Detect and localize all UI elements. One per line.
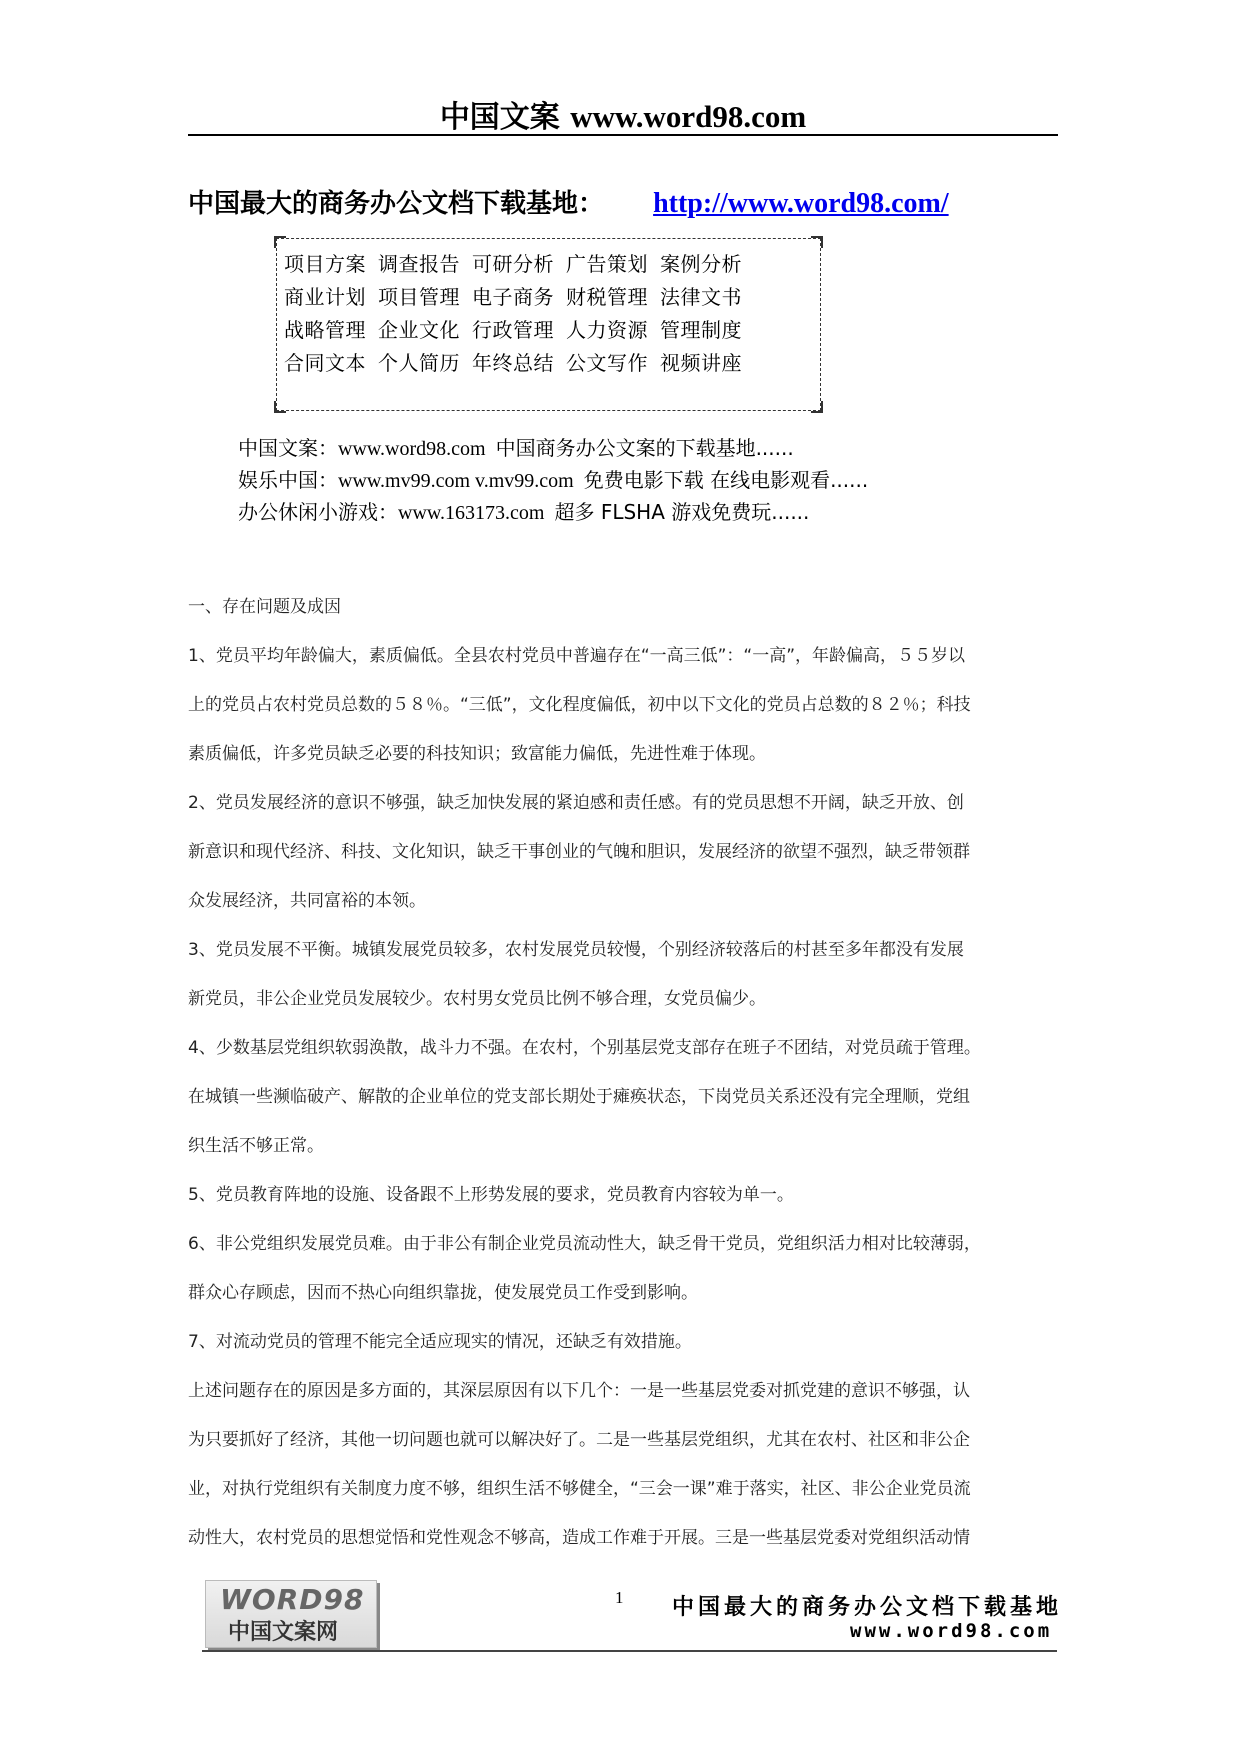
footer-logo: [205, 1580, 377, 1648]
header-divider: [188, 134, 1058, 136]
category-item[interactable]: 视频讲座: [660, 351, 742, 375]
page-number: 1: [615, 1588, 624, 1607]
box-corner: [811, 236, 823, 248]
promo-desc: 免费电影下载 在线电影观看......: [583, 468, 869, 492]
footer-slogan: 中国最大的商务办公文档下载基地: [672, 1595, 1063, 1620]
category-item[interactable]: 战略管理: [284, 318, 366, 342]
page-header: [188, 92, 1058, 136]
category-item[interactable]: 电子商务: [472, 285, 554, 309]
category-item[interactable]: 商业计划: [284, 285, 366, 309]
footer-url: www.word98.com: [850, 1620, 1053, 1642]
promo-line: [238, 432, 794, 461]
section-heading: 一、存在问题及成因: [188, 597, 341, 617]
category-item[interactable]: 财税管理: [566, 285, 648, 309]
category-row: [284, 248, 754, 277]
category-item[interactable]: 年终总结: [472, 351, 554, 375]
body-line: 业，对执行党组织有关制度力度不够，组织生活不够健全，“三会一课”难于落实，社区、非公企业党员流: [188, 1479, 971, 1499]
header-title-url: www.word98.com: [570, 99, 807, 134]
logo-wordmark: WORD98: [220, 1583, 365, 1616]
category-item[interactable]: 案例分析: [660, 252, 742, 276]
box-corner: [811, 401, 823, 413]
category-row: [284, 281, 754, 310]
category-item[interactable]: 广告策划: [566, 252, 648, 276]
category-row: [284, 314, 754, 343]
body-line: 织生活不够正常。: [188, 1136, 324, 1156]
body-line: 5、党员教育阵地的设施、设备跟不上形势发展的要求，党员教育内容较为单一。: [188, 1185, 794, 1205]
category-item[interactable]: 个人简历: [378, 351, 460, 375]
category-item[interactable]: 项目方案: [284, 252, 366, 276]
body-line: 在城镇一些濒临破产、解散的企业单位的党支部长期处于瘫痪状态，下岗党员关系还没有完全理顺，党组: [188, 1087, 970, 1107]
logo-cn-text: 中国文案网: [228, 1620, 339, 1645]
promo-line: [238, 464, 868, 493]
footer-divider: [202, 1650, 1057, 1652]
body-line: 动性大，农村党员的思想觉悟和党性观念不够高，造成工作难于开展。三是一些基层党委对党组织活动情: [188, 1528, 970, 1548]
category-item[interactable]: 公文写作: [566, 351, 648, 375]
body-line: 2、党员发展经济的意识不够强，缺乏加快发展的紧迫感和责任感。有的党员思想不开阔，缺乏开放、创: [188, 793, 964, 813]
category-item[interactable]: 调查报告: [378, 252, 460, 276]
category-item[interactable]: 合同文本: [284, 351, 366, 375]
body-line: 群众心存顾虑，因而不热心向组织靠拢，使发展党员工作受到影响。: [188, 1283, 698, 1303]
body-line: 新党员，非公企业党员发展较少。农村男女党员比例不够合理，女党员偏少。: [188, 989, 766, 1009]
body-line: 3、党员发展不平衡。城镇发展党员较多，农村发展党员较慢，个别经济较落后的村甚至多年都没有发展: [188, 940, 964, 960]
promo-url[interactable]: www.mv99.com v.mv99.com: [338, 470, 574, 492]
slogan-line: [188, 183, 949, 220]
promo-label: 中国文案：: [238, 436, 338, 460]
body-line: 7、对流动党员的管理不能完全适应现实的情况，还缺乏有效措施。: [188, 1332, 692, 1352]
category-item[interactable]: 管理制度: [660, 318, 742, 342]
body-line: 众发展经济，共同富裕的本领。: [188, 891, 426, 911]
body-line: 素质偏低，许多党员缺乏必要的科技知识；致富能力偏低，先进性难于体现。: [188, 744, 766, 764]
category-item[interactable]: 企业文化: [378, 318, 460, 342]
category-item[interactable]: 项目管理: [378, 285, 460, 309]
body-line: 6、非公党组织发展党员难。由于非公有制企业党员流动性大，缺乏骨干党员，党组织活力相对比较薄弱，: [188, 1234, 981, 1254]
body-line: 上的党员占农村党员总数的５８％。“三低”，文化程度偏低，初中以下文化的党员占总数的８２％；科技: [188, 695, 971, 715]
promo-desc: 中国商务办公文案的下载基地......: [495, 436, 794, 460]
body-line: 1、党员平均年龄偏大，素质偏低。全县农村党员中普遍存在“一高三低”：“一高”，年龄偏高，５５岁以: [188, 646, 966, 666]
header-title-cn: 中国文案: [439, 100, 560, 135]
promo-label: 娱乐中国：: [238, 468, 338, 492]
body-line: 上述问题存在的原因是多方面的，其深层原因有以下几个：一是一些基层党委对抓党建的意识不够强，认: [188, 1381, 970, 1401]
promo-label: 办公休闲小游戏：: [238, 500, 398, 524]
promo-line: [238, 496, 809, 525]
category-row: [284, 347, 754, 376]
box-corner: [274, 401, 286, 413]
body-line: 新意识和现代经济、科技、文化知识，缺乏干事创业的气魄和胆识，发展经济的欲望不强烈，缺乏带领群: [188, 842, 970, 862]
box-corner: [274, 236, 286, 248]
promo-desc: 超多 FLSHA 游戏免费玩......: [554, 500, 810, 524]
category-item[interactable]: 行政管理: [472, 318, 554, 342]
body-line: 4、少数基层党组织软弱涣散，战斗力不强。在农村，个别基层党支部存在班子不团结，对党员疏于管理。: [188, 1038, 981, 1058]
category-item[interactable]: 人力资源: [566, 318, 648, 342]
body-line: 为只要抓好了经济，其他一切问题也就可以解决好了。二是一些基层党组织，尤其在农村、社区和非公企: [188, 1430, 970, 1450]
category-item[interactable]: 可研分析: [472, 252, 554, 276]
site-link[interactable]: http://www.word98.com/: [653, 188, 949, 219]
slogan-text: 中国最大的商务办公文档下载基地：: [188, 189, 605, 219]
promo-url[interactable]: www.word98.com: [338, 438, 486, 460]
category-item[interactable]: 法律文书: [660, 285, 742, 309]
category-box: [276, 238, 821, 411]
promo-url[interactable]: www.163173.com: [398, 502, 545, 524]
